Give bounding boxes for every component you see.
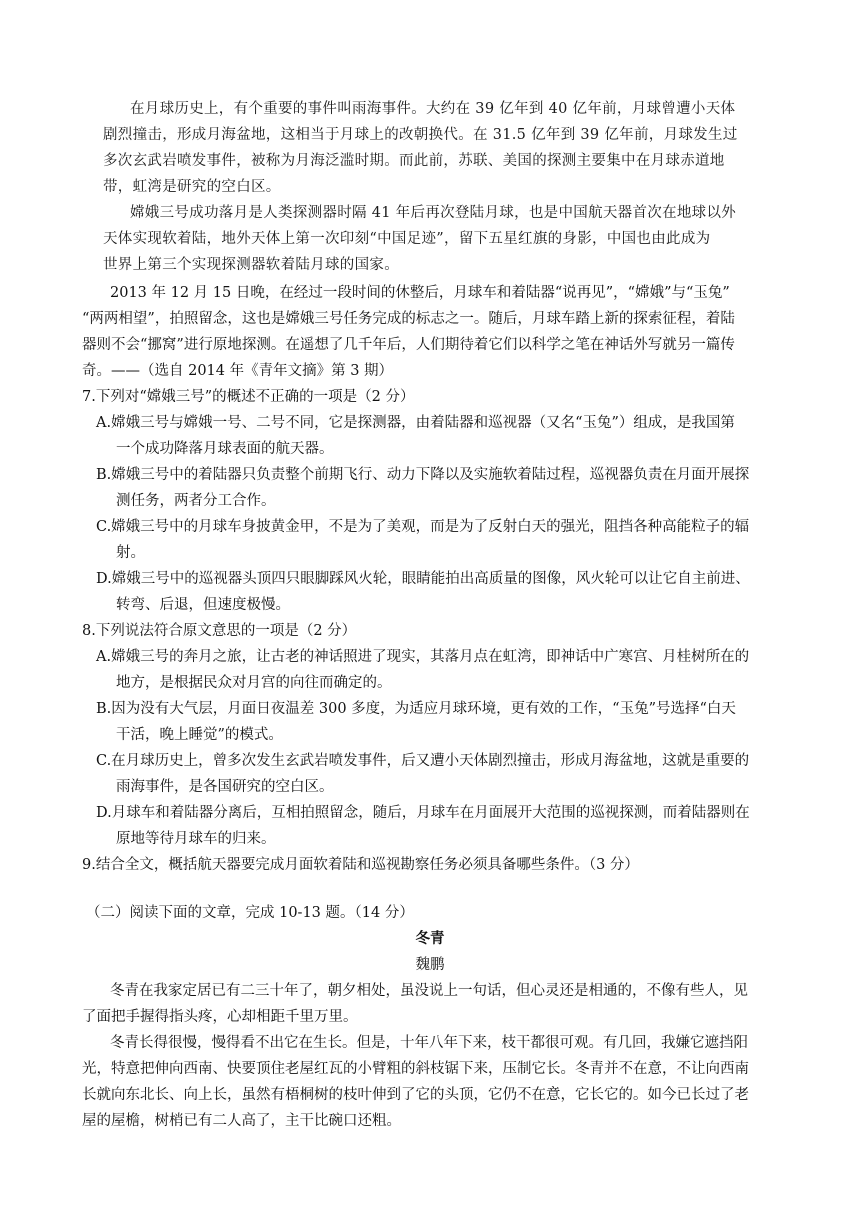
section-heading: （二）阅读下面的文章，完成 10-13 题。（14 分）	[86, 905, 414, 921]
q8-option-d-cont: 原地等待月球车的归来。	[116, 831, 276, 847]
passage-line: 剧烈撞击，形成月海盆地，这相当于月球上的改朝换代。在 31.5 亿年到 39 亿年前，月球发生过	[103, 127, 738, 143]
q8-option-c-cont: 雨海事件，是各国研究的空白区。	[116, 779, 334, 795]
q7-option-a: A.嫦娥三号与嫦娥一号、二号不同，它是探测器，由着陆器和巡视器（又名“玉兔”）组成，是我国第	[96, 415, 735, 431]
passage-line: 在月球历史上，有个重要的事件叫雨海事件。大约在 39 亿年到 40 亿年前，月球曾遭小天体	[130, 101, 736, 117]
article-title: 冬青	[415, 930, 445, 947]
article-line: 冬青在我家定居已有二三十年了，朝夕相处，虽没说上一句话，但心灵还是相通的，不像有些人，见	[110, 983, 748, 999]
q7-option-b: B.嫦娥三号中的着陆器只负责整个前期飞行、动力下降以及实施软着陆过程，巡视器负责在月面开展探	[96, 467, 750, 483]
q8-option-d: D.月球车和着陆器分离后，互相拍照留念，随后，月球车在月面展开大范围的巡视探测，而着陆器则在	[96, 805, 750, 821]
q8-option-b: B.因为没有大气层，月面日夜温差 300 多度，为适应月球环境，更有效的工作，“玉兔”号选择“白天	[96, 701, 736, 717]
article-author: 魏鹏	[415, 957, 445, 973]
q7-option-c: C.嫦娥三号中的月球车身披黄金甲，不是为了美观，而是为了反射白天的强光，阻挡各种高能粒子的辐	[96, 519, 750, 535]
q7-option-a-cont: 一个成功降落月球表面的航天器。	[116, 441, 334, 457]
question-9-stem: 9.结合全文，概括航天器要完成月面软着陆和巡视勘察任务必须具备哪些条件。（3 分）	[82, 857, 639, 873]
passage-line: 嫦娥三号成功落月是人类探测器时隔 41 年后再次登陆月球，也是中国航天器首次在地球以外	[130, 205, 737, 221]
article-line: 长就向东北长、向上长，虽然有梧桐树的枝叶伸到了它的头顶，它仍不在意，它长它的。如今已长过了老	[82, 1087, 749, 1103]
q8-option-a: A.嫦娥三号的奔月之旅，让古老的神话照进了现实，其落月点在虹湾，即神话中广寒宫、月桂树所在的	[96, 649, 750, 665]
q8-option-a-cont: 地方，是根据民众对月宫的向往而确定的。	[116, 675, 392, 691]
q8-option-b-cont: 干活，晚上睡觉”的模式。	[116, 727, 283, 743]
question-7-stem: 7.下列对“嫦娥三号”的概述不正确的一项是（2 分）	[82, 389, 415, 405]
q7-option-d-cont: 转弯、后退，但速度极慢。	[116, 597, 290, 613]
q8-option-c: C.在月球历史上，曾多次发生玄武岩喷发事件，后又遭小天体剧烈撞击，形成月海盆地，这就是重要的	[96, 753, 750, 769]
article-line: 了面把手握得指头疼，心却相距千里万里。	[82, 1009, 358, 1025]
article-line: 屋的屋檐，树梢已有二人高了，主干比碗口还粗。	[82, 1113, 401, 1129]
passage-line: 奇。——（选自 2014 年《青年文摘》第 3 期）	[82, 363, 394, 379]
passage-line: 世界上第三个实现探测器软着陆月球的国家。	[103, 257, 399, 273]
q7-option-d: D.嫦娥三号中的巡视器头顶四只眼脚踩风火轮，眼睛能拍出高质量的图像，风火轮可以让它自主前进、	[96, 571, 750, 587]
article-line: 光，特意把伸向西南、快要顶住老屋红瓦的小臂粗的斜枝锯下来，压制它长。冬青并不在意，不让向西南	[82, 1061, 749, 1077]
passage-line: 器则不会“挪窝”进行原地探测。在遥想了几千年后，人们期待着它们以科学之笔在神话外写就另一篇传	[82, 337, 735, 353]
passage-line: “两两相望”，拍照留念，这也是嫦娥三号任务完成的标志之一。随后，月球车踏上新的探索征程，着陆	[82, 311, 735, 327]
passage-line: 带，虹湾是研究的空白区。	[103, 179, 281, 195]
passage-line: 多次玄武岩喷发事件，被称为月海泛滥时期。而此前，苏联、美国的探测主要集中在月球赤道地	[103, 153, 725, 169]
article-line: 冬青长得很慢，慢得看不出它在生长。但是，十年八年下来，枝干都很可观。有几回，我嫌它遮挡阳	[110, 1035, 748, 1051]
question-8-stem: 8.下列说法符合原文意思的一项是（2 分）	[82, 623, 357, 639]
q7-option-b-cont: 测任务，两者分工合作。	[116, 493, 276, 509]
passage-line: 2013 年 12 月 15 日晚，在经过一段时间的休整后，月球车和着陆器“说再见”，“嫦娥”与“玉兔”	[110, 285, 730, 301]
passage-line: 天体实现软着陆，地外天体上第一次印刻“中国足迹”，留下五星红旗的身影，中国也由此成为	[103, 231, 711, 247]
q7-option-c-cont: 射。	[116, 545, 145, 561]
